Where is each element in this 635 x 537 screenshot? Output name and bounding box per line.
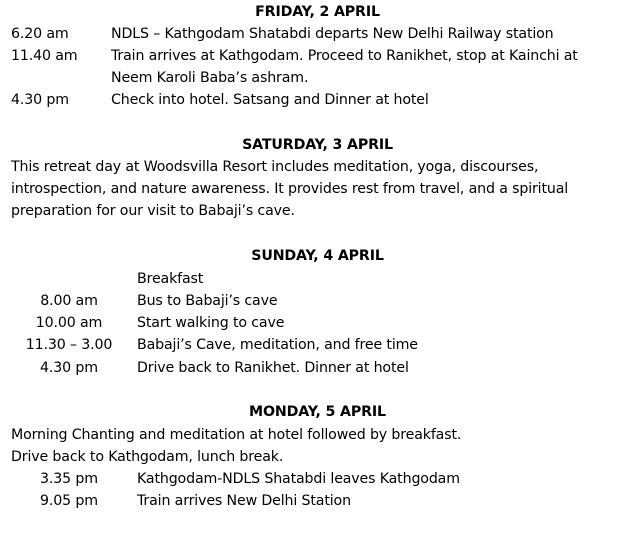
entry-time: 3.35 pm <box>40 471 98 487</box>
entry-text: Train arrives New Delhi Station <box>137 493 351 509</box>
entry-time: 8.00 am <box>40 293 98 309</box>
day-heading: FRIDAY, 2 APRIL <box>255 4 380 20</box>
entry-text: Train arrives at Kathgodam. Proceed to Ranikhet, stop at Kainchi at Neem Karoli Baba’s ashram. <box>111 48 578 86</box>
entry-text: Babaji’s Cave, meditation, and free time <box>137 337 418 353</box>
day-heading: MONDAY, 5 APRIL <box>249 404 386 420</box>
entry-text: Check into hotel. Satsang and Dinner at hotel <box>111 92 429 108</box>
entry-time: 11.40 am <box>11 48 78 64</box>
paragraph-line: Morning Chanting and meditation at hotel followed by breakfast. <box>11 427 462 443</box>
paragraph-line: preparation for our visit to Babaji’s cave. <box>11 203 295 219</box>
entry-time: 4.30 pm <box>11 92 69 108</box>
paragraph-line: introspection, and nature awareness. It provides rest from travel, and a spiritual <box>11 181 569 197</box>
day-heading: SATURDAY, 3 APRIL <box>242 137 393 153</box>
entry-time: 4.30 pm <box>40 360 98 376</box>
entry-time: 11.30 – 3.00 <box>25 337 113 353</box>
entry-text: Bus to Babaji’s cave <box>137 293 278 309</box>
entry-time: 6.20 am <box>11 26 69 42</box>
entry-time: 9.05 pm <box>40 493 98 509</box>
entry-text: Breakfast <box>137 271 204 287</box>
day-heading: SUNDAY, 4 APRIL <box>251 248 384 264</box>
entry-text: Drive back to Ranikhet. Dinner at hotel <box>137 360 409 376</box>
paragraph-line: Drive back to Kathgodam, lunch break. <box>11 449 284 465</box>
entry-text: Start walking to cave <box>137 315 285 331</box>
entry-text: NDLS – Kathgodam Shatabdi departs New Delhi Railway station <box>111 26 554 42</box>
entry-time: 10.00 am <box>35 315 103 331</box>
entry-text: Kathgodam-NDLS Shatabdi leaves Kathgodam <box>137 471 460 487</box>
paragraph-line: This retreat day at Woodsvilla Resort includes meditation, yoga, discourses, <box>11 159 539 175</box>
